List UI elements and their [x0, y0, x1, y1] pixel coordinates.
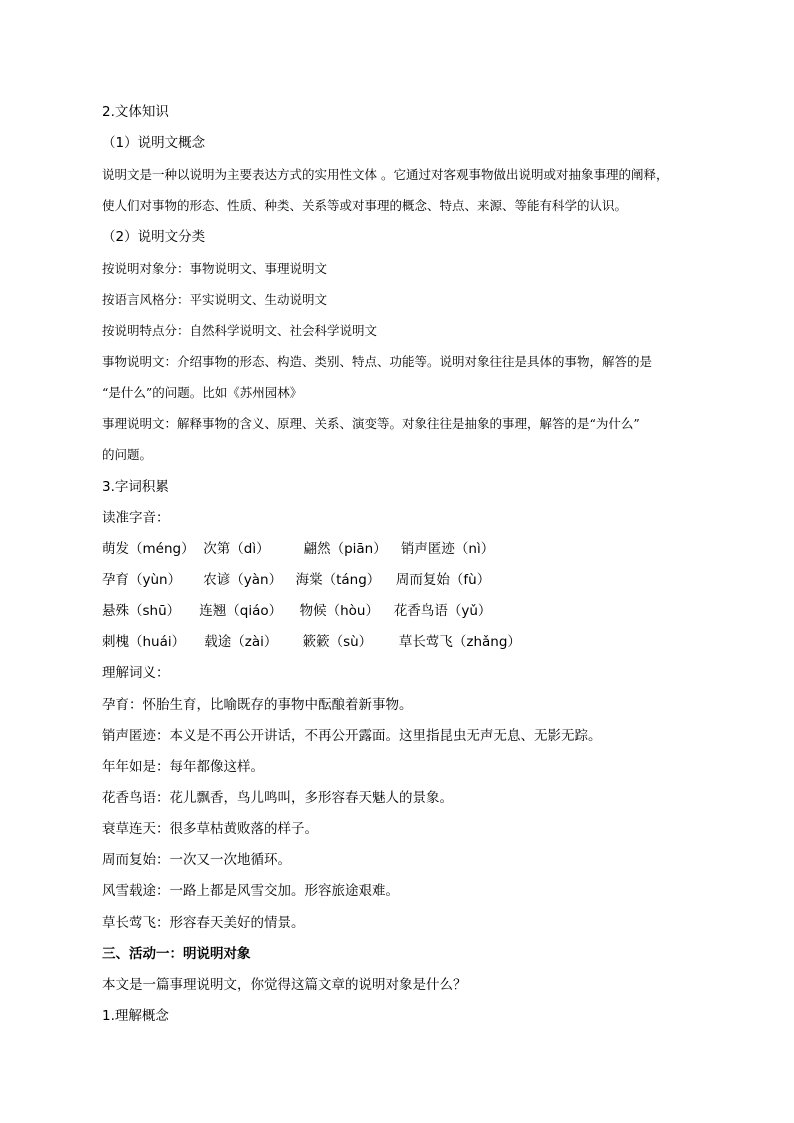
pronunciation-item: 草长莺飞（zhǎng） [398, 634, 521, 650]
reason-explanation-line-1: 事理说明文：解释事物的含义、原理、关系、演变等。对象往往是抽象的事理，解答的是“为什么” [102, 416, 640, 431]
pronunciation-title: 读准字音： [102, 510, 170, 526]
thing-explanation-line-2: “是什么”的问题。比如《苏州园林》 [102, 385, 303, 400]
pronunciation-item: 刺槐（huái） [102, 634, 186, 650]
activity-question: 本文是一篇事理说明文，你觉得这篇文章的说明对象是什么？ [102, 977, 467, 993]
meaning-item: 草长莺飞：形容春天美好的情景。 [102, 915, 305, 931]
pronunciation-item: 海棠（táng） [295, 572, 381, 588]
pronunciation-item: 次第（dì） [203, 541, 270, 557]
pronunciation-item: 孕育（yùn） [102, 572, 182, 588]
pronunciation-item: 农谚（yàn） [203, 572, 283, 588]
pronunciation-row [102, 540, 494, 558]
pronunciation-item: 载途（zài） [204, 634, 278, 650]
subsection-title-concept: （1）说明文概念 [102, 135, 206, 151]
definition-line-2: 使人们对事物的形态、性质、种类、关系等或对事理的概念、特点、来源、等能有科学的认识。 [102, 198, 628, 213]
meaning-item: 年年如是：每年都像这样。 [102, 759, 264, 775]
pronunciation-item: 花香鸟语（yǔ） [393, 603, 492, 619]
section-title-genre-knowledge: 2.文体知识 [102, 104, 169, 120]
pronunciation-item: 周而复始（fù） [395, 572, 491, 588]
meaning-item: 孕育：怀胎生育，比喻既存的事物中酝酿着新事物。 [102, 697, 413, 713]
subsection-title-classification: （2）说明文分类 [102, 229, 206, 245]
meaning-item: 销声匿迹：本义是不再公开讲话，不再公开露面。这里指昆虫无声无息、无影无踪。 [102, 728, 602, 744]
definition-line-1: 说明文是一种以说明为主要表达方式的实用性文体 。它通过对客观事物做出说明或对抽象事理的阐释， [102, 167, 669, 182]
pronunciation-item: 物候（hòu） [299, 603, 379, 619]
pronunciation-row [102, 571, 490, 589]
pronunciation-item: 销声匿迹（nì） [400, 541, 495, 557]
classification-by-feature: 按说明特点分：自然科学说明文、社会科学说明文 [102, 323, 378, 338]
meaning-title: 理解词义： [102, 665, 170, 681]
meaning-item: 花香鸟语：花儿飘香，鸟儿鸣叫，多形容春天魅人的景象。 [102, 790, 453, 806]
meaning-item: 周而复始：一次又一次地循环。 [102, 852, 291, 868]
pronunciation-item: 簌簌（sù） [302, 634, 373, 650]
thing-explanation-line-1: 事物说明文：介绍事物的形态、构造、类别、特点、功能等。说明对象往往是具体的事物，解答的是 [102, 354, 653, 369]
pronunciation-item: 翩然（piān） [303, 541, 387, 557]
pronunciation-item: 萌发（méng） [102, 541, 195, 557]
classification-by-object: 按说明对象分：事物说明文、事理说明文 [102, 261, 328, 276]
activity-subtitle: 1.理解概念 [102, 1008, 169, 1024]
pronunciation-item: 连翘（qiáo） [199, 603, 283, 619]
pronunciation-row [102, 602, 491, 620]
activity-title: 三、活动一：明说明对象 [102, 946, 251, 962]
section-title-vocabulary: 3.字词积累 [102, 479, 169, 495]
reason-explanation-line-2: 的问题。 [102, 447, 153, 462]
pronunciation-item: 悬殊（shū） [102, 603, 181, 619]
pronunciation-row [102, 633, 521, 651]
classification-by-style: 按语言风格分：平实说明文、生动说明文 [102, 292, 328, 307]
meaning-item: 风雪载途：一路上都是风雪交加。形容旅途艰难。 [102, 883, 399, 899]
meaning-item: 衰草连天：很多草枯黄败落的样子。 [102, 821, 318, 837]
